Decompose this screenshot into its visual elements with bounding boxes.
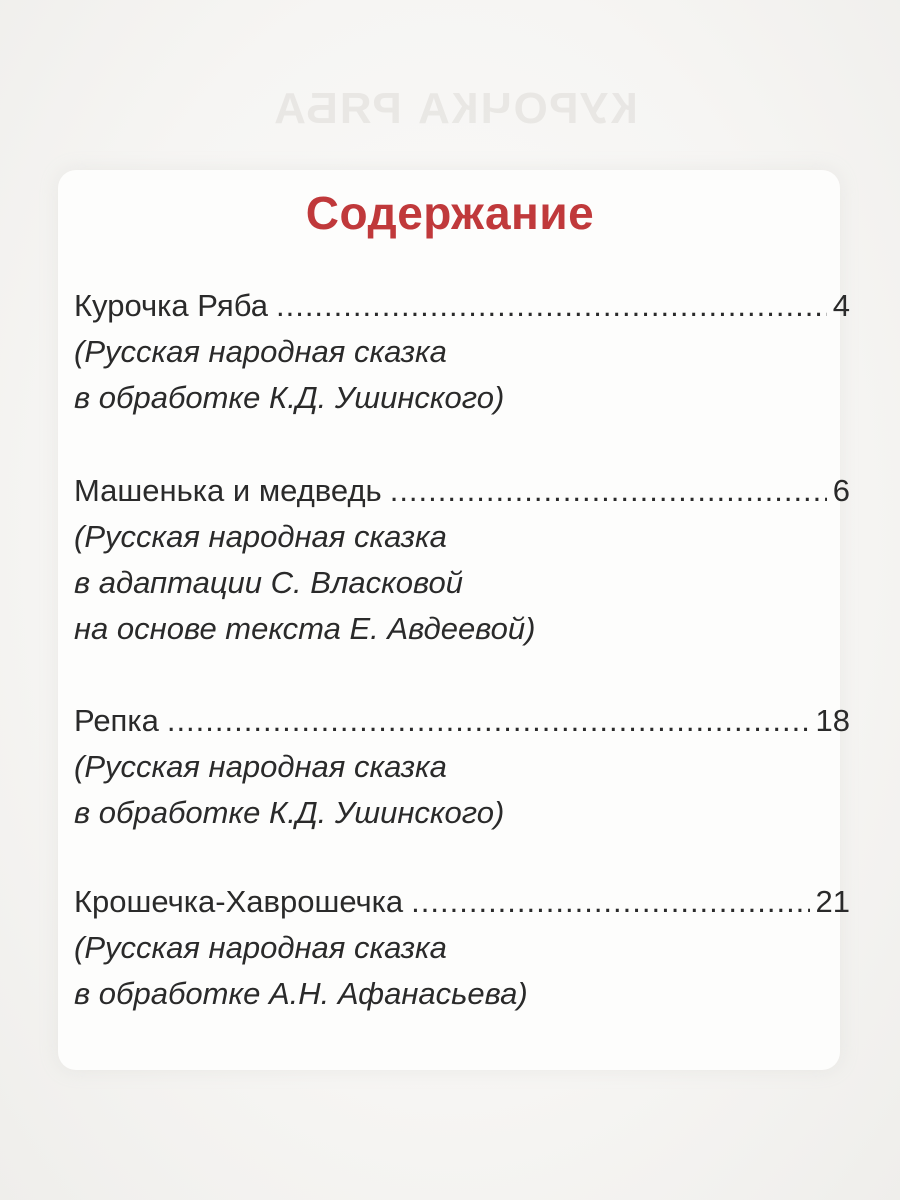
toc-entry-title: Машенька и медведь	[74, 473, 382, 508]
dot-leader	[167, 698, 810, 744]
toc-entry-note: в обработке К.Д. Ушинского)	[74, 380, 505, 415]
toc-entry-title: Крошечка-Хаврошечка	[74, 884, 404, 919]
toc-entry-note: (Русская народная сказка	[74, 519, 447, 554]
toc-page-number: 21	[815, 884, 850, 919]
dot-leader	[276, 283, 827, 329]
toc-entry-note: (Русская народная сказка	[74, 749, 447, 784]
dot-leader	[411, 879, 809, 925]
toc-entry[interactable]	[74, 468, 850, 652]
toc-entry-row	[74, 283, 850, 329]
toc-entry[interactable]	[74, 283, 850, 421]
toc-page-number: 4	[832, 288, 850, 323]
toc-entry-note: в обработке К.Д. Ушинского)	[74, 795, 505, 830]
toc-entry-title: Курочка Ряба	[74, 288, 268, 323]
toc-page-number: 18	[815, 703, 850, 738]
dot-leader	[390, 468, 827, 514]
page-title: Содержание	[305, 187, 595, 239]
toc-entry-note: в обработке А.Н. Афанасьева)	[74, 976, 528, 1011]
toc-entry[interactable]	[74, 698, 850, 836]
toc-entry-note: на основе текста Е. Авдеевой)	[74, 611, 536, 646]
toc-entry-note: в адаптации С. Власковой	[74, 565, 464, 600]
toc-entry-note: (Русская народная сказка	[74, 930, 447, 965]
toc-entry-title: Репка	[74, 703, 159, 738]
bleed-through-text: КУРОЧКА РЯБА	[272, 84, 638, 133]
toc-page-number: 6	[832, 473, 850, 508]
toc-entry[interactable]	[74, 879, 850, 1017]
toc-entry-note: (Русская народная сказка	[74, 334, 447, 369]
toc-entry-row	[74, 879, 850, 925]
toc-entry-row	[74, 468, 850, 514]
toc-entry-row	[74, 698, 850, 744]
